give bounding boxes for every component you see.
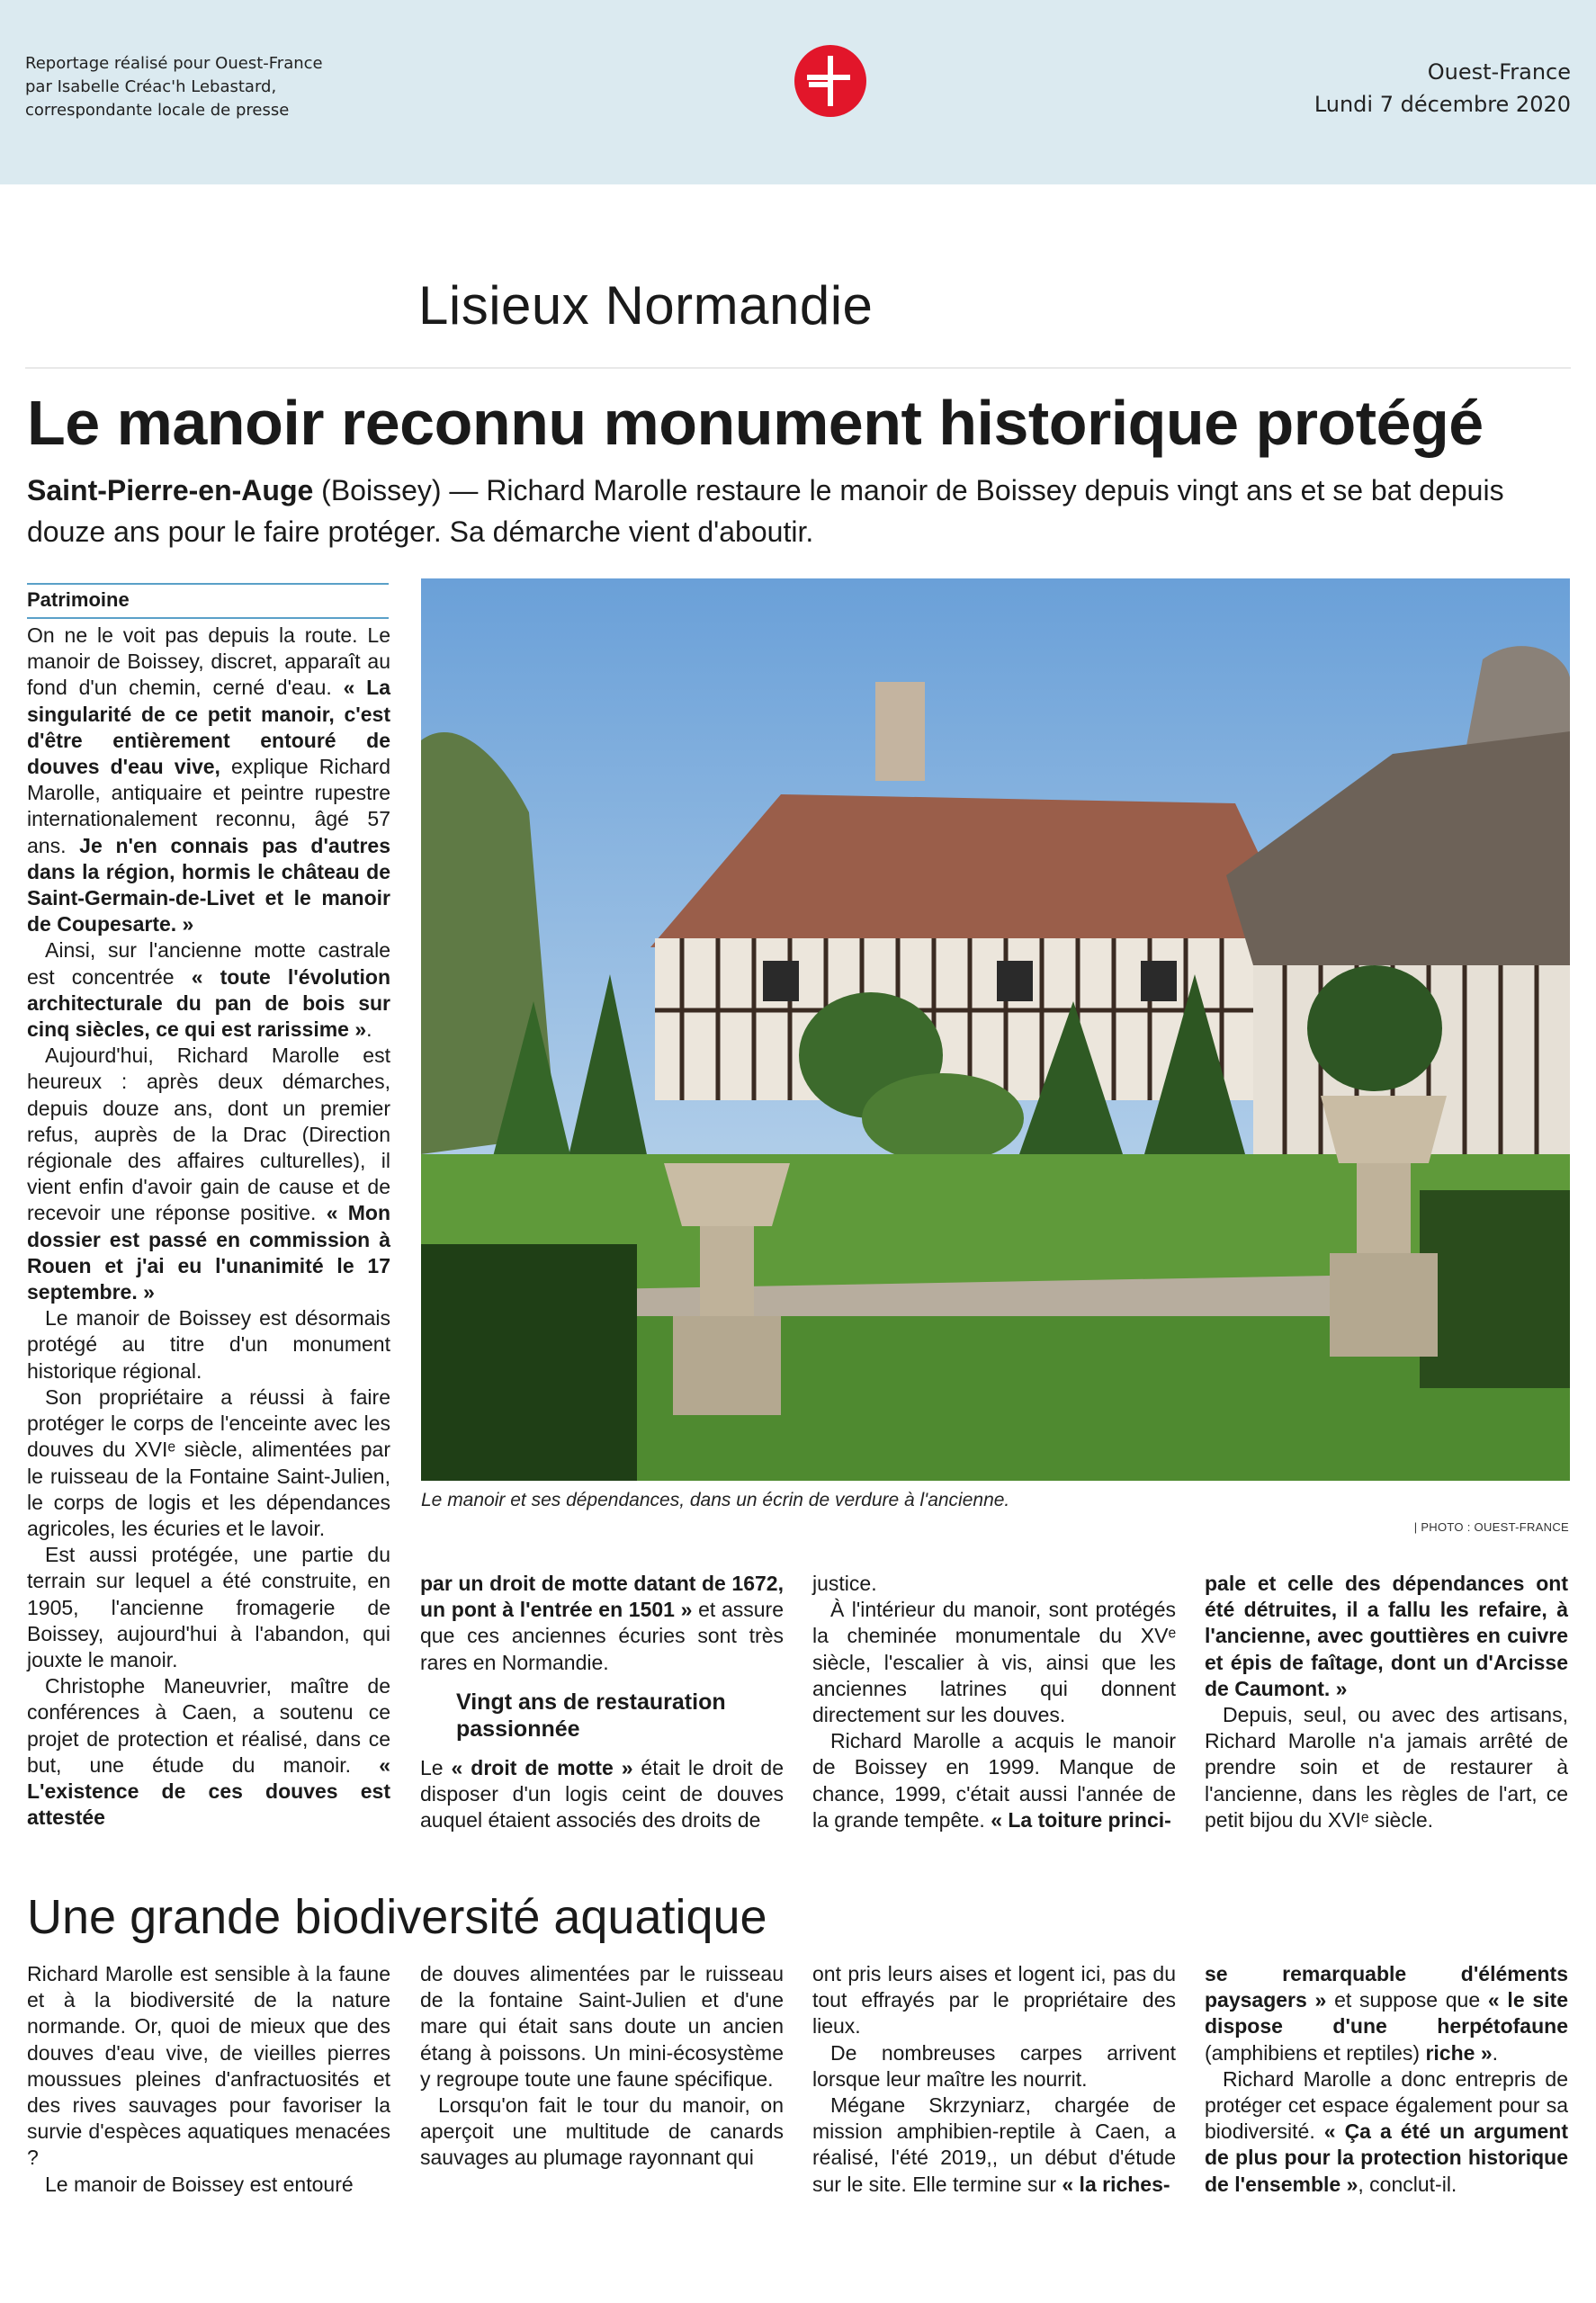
paragraph: Le manoir de Boissey est entouré bbox=[45, 2172, 354, 2196]
paragraph: par un droit de motte datant de 1672, un pont à l'entrée en 1501 » et assure que ces anciennes écuries sont très rares en Normandie. bbox=[420, 1572, 784, 1674]
reporter-credit bbox=[25, 52, 323, 122]
paragraph: Lorsqu'on fait le tour du manoir, on aperçoit une multitude de canards sauvages au plumage rayonnant qui bbox=[420, 2093, 784, 2170]
paragraph: Ainsi, sur l'ancienne motte castrale est concentrée « toute l'évolution architecturale du pan de bois sur cinq siècles, ce qui est rarissime ». bbox=[27, 938, 390, 1042]
kicker: Patrimoine bbox=[27, 583, 389, 619]
paragraph: Le manoir de Boissey est désormais protégé au titre d'un monument historique régional. bbox=[27, 1306, 390, 1383]
publication-name: Ouest-France bbox=[1427, 59, 1571, 85]
paragraph: Richard Marolle a acquis le manoir de Boissey en 1999. Manque de chance, 1999, c'était aussi l'année de la grande tempête. « La toiture princi- bbox=[812, 1729, 1176, 1832]
article-column-3 bbox=[812, 1571, 1176, 1833]
section-divider bbox=[25, 367, 1571, 369]
sidebar-title: Une grande biodiversité aquatique bbox=[27, 1890, 767, 1944]
publication-date: Lundi 7 décembre 2020 bbox=[1314, 92, 1571, 117]
paragraph: Depuis, seul, ou avec des artisans, Richard Marolle n'a jamais arrêté de prendre soin et de restaurer à l'ancienne, dans les règles de l'art, ce petit bijou du XVIᵉ siècle. bbox=[1205, 1703, 1568, 1832]
standfirst-text: Richard Marolle restaure le manoir de Boissey depuis vingt ans et se bat depuis douze ans pour le faire protéger. Sa démarche vient d'aboutir. bbox=[27, 474, 1504, 548]
paragraph: Richard Marolle est sensible à la faune et à la biodiversité de la nature normande. Or, quoi de mieux que des douves d'eau vive, de vieilles pierres moussues pleines d'anfractuosités et des rives sauvages pour favoriser la survie d'espèces aquatiques menacées ? bbox=[27, 1962, 390, 2170]
paragraph: À l'intérieur du manoir, sont protégés la cheminée monumentale du XVᵉ siècle, l'escalier à vis, ainsi que les anciennes latrines qui donnent directement sur les douves. bbox=[812, 1598, 1176, 1727]
sidebar-column-2 bbox=[420, 1961, 784, 2172]
paragraph: Mégane Skrzyniarz, chargée de mission amphibien-reptile à Caen, a réalisé, l'été 2019,, un début d'étude sur le site. Elle termine sur « la riches- bbox=[812, 2093, 1176, 2196]
paragraph: De nombreuses carpes arrivent lorsque leur maître les nourrit. bbox=[812, 2040, 1176, 2091]
paragraph: Christophe Maneuvrier, maître de conférences à Caen, a soutenu ce projet de protection et réalisé, dans ce but, une étude du manoir. « L'existence de ces douves est attestée bbox=[27, 1674, 390, 1830]
credit-line: par Isabelle Créac'h Lebastard, bbox=[25, 77, 277, 96]
headline: Le manoir reconnu monument historique protégé bbox=[27, 388, 1484, 458]
paragraph: Richard Marolle a donc entrepris de protéger cet espace également pour sa biodiversité. « Ça a été un argument de plus pour la protection historique de l'ensemble », conclut-il. bbox=[1205, 2066, 1568, 2196]
section-title: Lisieux Normandie bbox=[418, 275, 874, 336]
photo-credit: | PHOTO : OUEST-FRANCE bbox=[1413, 1520, 1569, 1534]
paragraph: pale et celle des dépendances ont été détruites, il a fallu les refaire, à l'ancienne, avec gouttières en cuivre et épis de faîtage, dont un d'Arcisse de Caumont. » bbox=[1205, 1572, 1568, 1700]
ouest-france-logo bbox=[794, 45, 866, 117]
credit-line: correspondante locale de presse bbox=[25, 101, 290, 120]
standfirst-place: Saint-Pierre-en-Auge bbox=[27, 474, 314, 506]
standfirst-subplace: (Boissey) — bbox=[313, 474, 487, 506]
article-column-1 bbox=[27, 623, 390, 1831]
publication-info bbox=[1314, 56, 1571, 121]
paragraph: Le « droit de motte » était le droit de disposer d'un logis ceint de douves auquel étaient associés des droits de bbox=[420, 1755, 784, 1833]
article-subhead: Vingt ans de restauration passionnée bbox=[456, 1689, 726, 1742]
paragraph: Aujourd'hui, Richard Marolle est heureux : après deux démarches, depuis douze ans, dont un premier refus, auprès de la Drac (Direction régionale des affaires culturelles), il vient enfin d'avoir gain de cause et de recevoir une réponse positive. « Mon dossier est passé en commission à Rouen et j'ai eu l'unanimité le 17 septembre. » bbox=[27, 1044, 390, 1304]
standfirst bbox=[27, 470, 1556, 552]
paragraph: de douves alimentées par le ruisseau de la fontaine Saint-Julien et d'une mare qui était sans doute un ancien étang à poissons. Un mini-écosystème y regroupe toute une faune spécifique. bbox=[420, 1962, 784, 2091]
article-column-2 bbox=[420, 1571, 784, 1833]
sidebar-column-3 bbox=[812, 1961, 1176, 2198]
photo-caption: Le manoir et ses dépendances, dans un écrin de verdure à l'ancienne. bbox=[421, 1490, 1010, 1510]
manor-photo bbox=[421, 578, 1570, 1481]
article-column-4 bbox=[1205, 1571, 1568, 1833]
sidebar-column-4 bbox=[1205, 1961, 1568, 2198]
paragraph: On ne le voit pas depuis la route. Le manoir de Boissey, discret, apparaît au fond d'un chemin, cerné d'eau. « La singularité de ce petit manoir, c'est d'être entièrement entouré de douves d'eau vive, explique Richard Marolle, antiquaire et peintre rupestre internationalement reconnu, âgé 57 ans. Je n'en connais pas d'autres dans la région, hormis le château de Saint-Germain-de-Livet et le manoir de Coupesarte. » bbox=[27, 623, 390, 936]
sidebar-column-1 bbox=[27, 1961, 390, 2198]
paragraph: Son propriétaire a réussi à faire protéger le corps de l'enceinte avec les douves du XVIᵉ siècle, alimentées par le ruisseau de la Fontaine Saint-Julien, le corps de logis et les dépendances agricoles, les écuries et le lavoir. bbox=[27, 1384, 390, 1540]
credit-line: Reportage réalisé pour Ouest-France bbox=[25, 54, 323, 73]
paragraph: se remarquable d'éléments paysagers » et suppose que « le site dispose d'une herpétofaune (amphibiens et reptiles) riche ». bbox=[1205, 1962, 1569, 2065]
paragraph: justice. bbox=[812, 1572, 877, 1595]
paragraph: ont pris leurs aises et logent ici, pas du tout effrayés par le propriétaire des lieux. bbox=[812, 1962, 1176, 2039]
paragraph: Est aussi protégée, une partie du terrain sur lequel a été construite, en 1905, l'ancienne fromagerie de Boissey, aujourd'hui à l'abandon, qui jouxte le manoir. bbox=[27, 1543, 390, 1671]
